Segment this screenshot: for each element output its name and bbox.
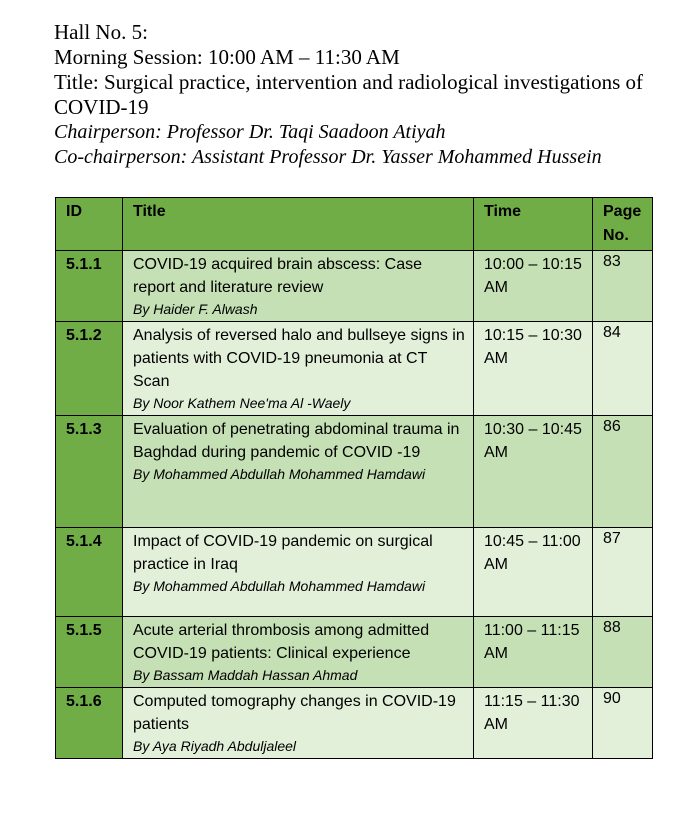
row-title-cell (123, 251, 474, 322)
row-title-cell (123, 416, 474, 528)
presentation-title: Analysis of reversed halo and bullseye signs in patients with COVID-19 pneumonia at CT Scan (133, 327, 465, 390)
column-header-time: Time (474, 198, 593, 251)
presentation-title: Evaluation of penetrating abdominal trauma in Baghdad during pandemic of COVID -19 (133, 421, 460, 461)
table-row (56, 528, 653, 617)
table-header-row (56, 198, 653, 251)
row-title-cell (123, 528, 474, 617)
presentation-title: COVID-19 acquired brain abscess: Case report and literature review (133, 256, 423, 296)
table-row (56, 688, 653, 759)
column-header-page: Page No. (593, 198, 653, 251)
row-page: 90 (593, 688, 653, 759)
presentation-title: Impact of COVID-19 pandemic on surgical practice in Iraq (133, 533, 433, 573)
row-time: 11:00 – 11:15 AM (474, 617, 593, 688)
table-row (56, 617, 653, 688)
row-title-cell (123, 322, 474, 416)
row-id: 5.1.3 (56, 416, 123, 528)
row-id: 5.1.5 (56, 617, 123, 688)
schedule-table (55, 197, 653, 759)
row-page: 86 (593, 416, 653, 528)
presenter: By Bassam Maddah Hassan Ahmad (133, 667, 358, 683)
session-title: Title: Surgical practice, intervention and radiological investigations of COVID-19 (54, 70, 644, 119)
row-time: 10:00 – 10:15 AM (474, 251, 593, 322)
row-title-cell (123, 617, 474, 688)
row-time: 10:30 – 10:45 AM (474, 416, 593, 528)
row-time: 10:15 – 10:30 AM (474, 322, 593, 416)
session-header (54, 20, 684, 170)
row-id: 5.1.6 (56, 688, 123, 759)
table-row (56, 322, 653, 416)
column-header-title: Title (123, 198, 474, 251)
presentation-title: Computed tomography changes in COVID-19 patients (133, 693, 456, 733)
row-time: 11:15 – 11:30 AM (474, 688, 593, 759)
table-row (56, 416, 653, 528)
row-id: 5.1.1 (56, 251, 123, 322)
co-chairperson: Co-chairperson: Assistant Professor Dr. Yasser Mohammed Hussein (54, 146, 602, 168)
session-time: Morning Session: 10:00 AM – 11:30 AM (54, 45, 400, 69)
row-id: 5.1.2 (56, 322, 123, 416)
presenter: By Noor Kathem Nee'ma Al -Waely (133, 395, 351, 411)
presenter: By Mohammed Abdullah Mohammed Hamdawi (133, 466, 426, 482)
row-id: 5.1.4 (56, 528, 123, 617)
row-page: 88 (593, 617, 653, 688)
chairperson: Chairperson: Professor Dr. Taqi Saadoon Atiyah (54, 121, 446, 143)
presenter: By Haider F. Alwash (133, 301, 258, 317)
row-page: 83 (593, 251, 653, 322)
row-time: 10:45 – 11:00 AM (474, 528, 593, 617)
presenter: By Mohammed Abdullah Mohammed Hamdawi (133, 578, 426, 594)
column-header-id: ID (56, 198, 123, 251)
presenter: By Aya Riyadh Abduljaleel (133, 738, 297, 754)
presentation-title: Acute arterial thrombosis among admitted COVID-19 patients: Clinical experience (133, 622, 430, 662)
hall-number: Hall No. 5: (54, 20, 148, 44)
row-page: 87 (593, 528, 653, 617)
row-page: 84 (593, 322, 653, 416)
row-title-cell (123, 688, 474, 759)
table-row (56, 251, 653, 322)
